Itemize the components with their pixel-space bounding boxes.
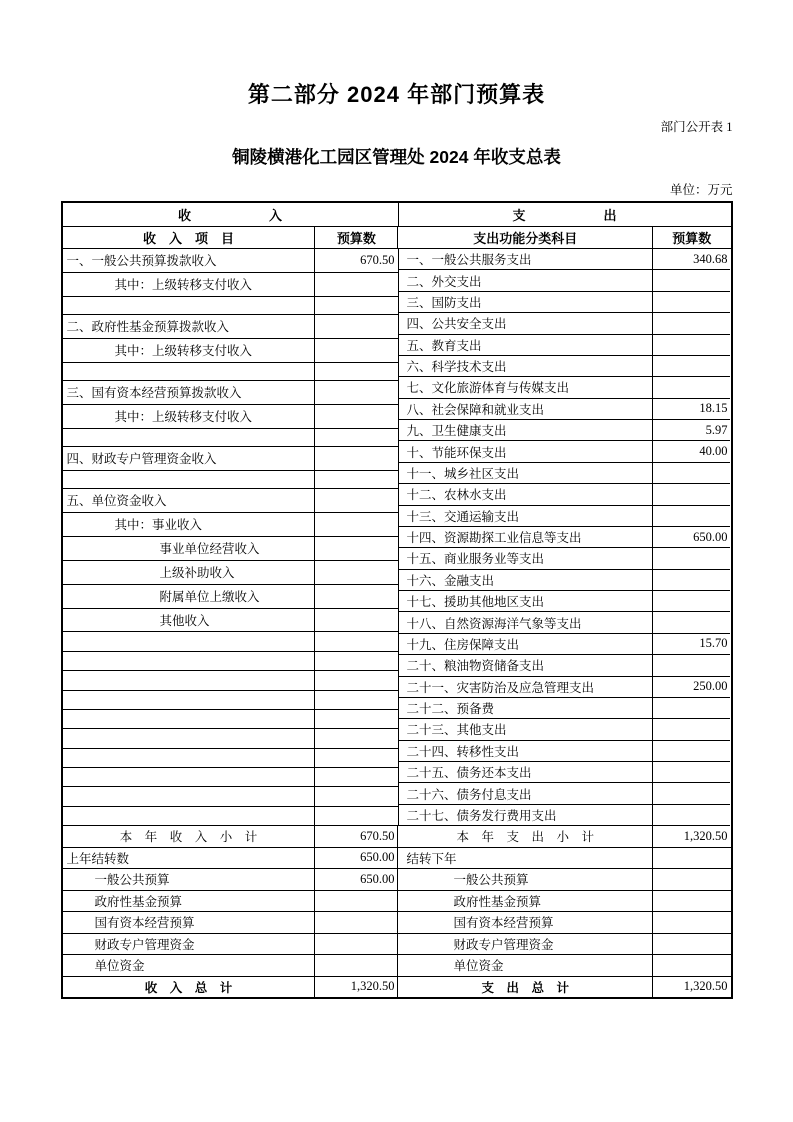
income-row xyxy=(63,297,398,315)
income-row xyxy=(63,429,398,447)
income-item-cell: 其中：上级转移支付收入 xyxy=(63,339,315,362)
income-budget-cell: 670.50 xyxy=(360,252,395,267)
income-budget-cell xyxy=(315,787,398,805)
income-budget-cell xyxy=(315,585,398,608)
income-budget-cell xyxy=(315,632,398,650)
expense-row xyxy=(399,741,731,762)
income-item-cell xyxy=(63,787,315,805)
expense-item-cell: 二十四、转移性支出 xyxy=(399,741,653,761)
income-item-cell: 上年结转数 xyxy=(63,848,316,869)
expense-item-cell: 十四、资源勘探工业信息等支出 xyxy=(399,527,653,547)
expense-budget-cell xyxy=(653,377,731,397)
income-budget-cell xyxy=(315,315,398,338)
expense-budget-cell xyxy=(653,570,731,590)
expense-budget-cell xyxy=(653,270,731,290)
expense-item-cell: 十三、交通运输支出 xyxy=(399,506,653,526)
income-item-cell xyxy=(63,429,315,446)
expense-budget-cell xyxy=(653,356,731,376)
summary-row xyxy=(63,869,731,891)
table-title: 铜陵横港化工园区管理处 2024 年收支总表 xyxy=(232,147,561,167)
expense-item-cell: 政府性基金预算 xyxy=(398,891,653,912)
expense-row xyxy=(399,313,731,334)
income-item-cell: 单位资金 xyxy=(63,955,316,976)
income-budget-cell xyxy=(315,273,398,296)
income-budget-cell xyxy=(315,405,398,428)
income-row xyxy=(63,537,398,561)
income-item-cell xyxy=(63,297,315,314)
summary-row xyxy=(63,912,731,934)
expense-row xyxy=(399,420,731,441)
budget-summary-table xyxy=(61,201,733,999)
expense-item-cell: 九、卫生健康支出 xyxy=(399,420,653,440)
expense-item-cell: 二十一、灾害防治及应急管理支出 xyxy=(399,677,653,697)
income-item-cell: 上级补助收入 xyxy=(63,561,315,584)
expense-item-cell: 四、公共安全支出 xyxy=(399,313,653,333)
expense-budget-cell xyxy=(653,934,731,955)
expense-budget-cell xyxy=(653,762,731,782)
expense-row xyxy=(399,356,731,377)
income-item-cell xyxy=(63,768,315,786)
expense-item-cell: 国有资本经营预算 xyxy=(398,912,653,933)
expense-item-cell: 十、节能环保支出 xyxy=(399,441,653,461)
expense-item-cell: 二十、粮油物资储备支出 xyxy=(399,655,653,675)
expense-item-cell: 财政专户管理资金 xyxy=(398,934,653,955)
income-row xyxy=(63,671,398,690)
income-row xyxy=(63,585,398,609)
expense-budget-cell xyxy=(653,655,731,675)
expense-budget-cell: 15.70 xyxy=(699,636,728,651)
expense-row xyxy=(399,677,731,698)
expense-row xyxy=(399,698,731,719)
income-row xyxy=(63,561,398,585)
expense-item-cell: 七、文化旅游体育与传媒支出 xyxy=(399,377,653,397)
expense-item-cell: 十二、农林水支出 xyxy=(399,484,653,504)
expense-item-cell: 结转下年 xyxy=(398,848,653,869)
expense-budget-cell xyxy=(653,612,731,632)
page-title: 第二部分 2024 年部门预算表 xyxy=(247,82,546,107)
income-row xyxy=(63,710,398,729)
expense-row xyxy=(399,805,731,826)
expense-item-cell: 十九、住房保障支出 xyxy=(399,634,653,654)
expense-budget-cell xyxy=(653,805,731,825)
expense-row xyxy=(399,249,731,270)
income-row xyxy=(63,339,398,363)
income-budget-cell xyxy=(315,339,398,362)
income-item-cell xyxy=(63,691,315,709)
income-item-cell xyxy=(63,363,315,380)
expense-item-cell: 二、外交支出 xyxy=(399,270,653,290)
summary-row xyxy=(63,977,731,998)
expense-budget-cell xyxy=(653,741,731,761)
income-budget-cell: 1,320.50 xyxy=(315,977,398,998)
income-budget-cell: 650.00 xyxy=(315,869,398,890)
expense-item-cell: 二十三、其他支出 xyxy=(399,719,653,739)
expense-row xyxy=(399,719,731,740)
expense-row xyxy=(399,783,731,804)
income-item-cell xyxy=(63,749,315,767)
expense-item-cell: 单位资金 xyxy=(398,955,653,976)
summary-row xyxy=(63,955,731,977)
income-row xyxy=(63,471,398,489)
income-item-cell xyxy=(63,710,315,728)
income-row xyxy=(63,768,398,787)
income-rows-container xyxy=(63,249,399,826)
expense-row xyxy=(399,506,731,527)
expense-budget-cell xyxy=(653,869,731,890)
expense-budget-cell xyxy=(653,463,731,483)
income-row xyxy=(63,749,398,768)
income-item-cell xyxy=(63,671,315,689)
income-item-cell: 本 年 收 入 小 计 xyxy=(63,826,316,847)
summary-row xyxy=(63,826,731,848)
summary-row xyxy=(63,934,731,956)
income-row xyxy=(63,363,398,381)
income-budget-cell xyxy=(315,710,398,728)
expense-budget-cell xyxy=(653,506,731,526)
expense-row xyxy=(399,484,731,505)
expense-budget-cell xyxy=(653,698,731,718)
section-header-row xyxy=(63,203,731,227)
summary-row xyxy=(63,848,731,870)
income-row xyxy=(63,513,398,537)
income-budget-cell xyxy=(315,691,398,709)
income-section-header: 收 入 xyxy=(63,203,399,226)
expense-budget-cell: 1,320.50 xyxy=(683,828,728,843)
expense-row xyxy=(399,463,731,484)
income-budget-cell: 670.50 xyxy=(315,826,398,847)
unit-note: 单位：万元 xyxy=(669,183,733,197)
income-budget-cell xyxy=(315,891,398,912)
income-budget-cell xyxy=(315,489,398,512)
income-budget-cell xyxy=(315,768,398,786)
income-item-cell: 其中：事业收入 xyxy=(63,513,315,536)
income-row xyxy=(63,489,398,513)
expense-budget-column-header: 预算数 xyxy=(672,231,712,246)
income-item-cell: 四、财政专户管理资金收入 xyxy=(63,447,315,470)
income-budget-cell xyxy=(315,955,398,976)
income-item-cell: 一、一般公共预算拨款收入 xyxy=(63,249,315,272)
income-budget-cell xyxy=(315,561,398,584)
expense-row xyxy=(399,762,731,783)
income-item-cell: 一般公共预算 xyxy=(63,869,316,890)
expense-budget-cell: 250.00 xyxy=(693,679,728,694)
expense-section-header: 支 出 xyxy=(512,208,617,223)
expense-budget-cell: 340.68 xyxy=(693,251,728,266)
income-row xyxy=(63,632,398,651)
income-item-cell: 事业单位经营收入 xyxy=(63,537,315,560)
column-header-row xyxy=(63,227,731,249)
expense-budget-cell: 5.97 xyxy=(705,422,728,437)
income-item-cell: 财政专户管理资金 xyxy=(63,934,316,955)
income-row xyxy=(63,381,398,405)
income-row xyxy=(63,249,398,273)
expense-row xyxy=(399,634,731,655)
income-item-cell: 政府性基金预算 xyxy=(63,891,316,912)
income-budget-cell xyxy=(315,749,398,767)
income-row xyxy=(63,447,398,471)
expense-row xyxy=(399,655,731,676)
income-row xyxy=(63,609,398,633)
expense-item-cell: 一般公共预算 xyxy=(398,869,653,890)
income-row xyxy=(63,729,398,748)
expense-row xyxy=(399,399,731,420)
table-body xyxy=(63,249,731,826)
income-item-cell: 其中：上级转移支付收入 xyxy=(63,273,315,296)
income-budget-cell xyxy=(315,363,398,380)
expense-budget-cell xyxy=(653,591,731,611)
income-budget-cell xyxy=(315,381,398,404)
income-item-cell xyxy=(63,632,315,650)
expense-item-cell: 支 出 总 计 xyxy=(398,977,653,998)
expense-budget-cell xyxy=(653,292,731,312)
expense-row xyxy=(399,527,731,548)
income-budget-cell xyxy=(315,729,398,747)
income-budget-cell xyxy=(315,671,398,689)
expense-item-cell: 十一、城乡社区支出 xyxy=(399,463,653,483)
expense-item-cell: 十八、自然资源海洋气象等支出 xyxy=(399,612,653,632)
income-budget-cell xyxy=(315,429,398,446)
expense-item-cell: 五、教育支出 xyxy=(399,335,653,355)
income-row xyxy=(63,315,398,339)
income-row xyxy=(63,273,398,297)
expense-item-cell: 二十六、债务付息支出 xyxy=(399,783,653,803)
income-budget-cell: 650.00 xyxy=(315,848,398,869)
income-row xyxy=(63,787,398,806)
expense-row xyxy=(399,292,731,313)
income-budget-cell xyxy=(315,513,398,536)
expense-budget-cell xyxy=(653,848,731,869)
income-item-cell: 其他收入 xyxy=(63,609,315,632)
income-item-cell: 其中：上级转移支付收入 xyxy=(63,405,315,428)
expense-budget-cell xyxy=(653,335,731,355)
expense-budget-cell xyxy=(653,955,731,976)
income-budget-cell xyxy=(315,537,398,560)
expense-item-cell: 二十五、债务还本支出 xyxy=(399,762,653,782)
income-budget-column-header: 预算数 xyxy=(315,227,398,248)
expense-budget-cell: 40.00 xyxy=(699,444,728,459)
table-tag: 部门公开表 1 xyxy=(660,120,733,134)
expense-item-cell: 八、社会保障和就业支出 xyxy=(399,399,653,419)
expense-rows-container xyxy=(399,249,731,826)
income-row xyxy=(63,691,398,710)
income-item-cell: 国有资本经营预算 xyxy=(63,912,316,933)
expense-item-cell: 三、国防支出 xyxy=(399,292,653,312)
income-budget-cell xyxy=(315,934,398,955)
expense-item-cell: 十五、商业服务业等支出 xyxy=(399,548,653,568)
income-item-cell xyxy=(63,471,315,488)
summary-row xyxy=(63,891,731,913)
income-budget-cell xyxy=(315,912,398,933)
expense-item-cell: 本 年 支 出 小 计 xyxy=(398,826,653,847)
income-budget-cell xyxy=(315,652,398,670)
expense-budget-cell xyxy=(653,548,731,568)
expense-budget-cell xyxy=(653,891,731,912)
income-budget-cell xyxy=(315,297,398,314)
income-item-cell: 五、单位资金收入 xyxy=(63,489,315,512)
expense-item-cell: 十六、金融支出 xyxy=(399,570,653,590)
expense-row xyxy=(399,570,731,591)
income-item-cell: 附属单位上缴收入 xyxy=(63,585,315,608)
income-budget-cell xyxy=(315,609,398,632)
expense-row xyxy=(399,591,731,612)
expense-row xyxy=(399,548,731,569)
expense-item-cell: 一、一般公共服务支出 xyxy=(399,249,653,269)
expense-budget-cell xyxy=(653,783,731,803)
income-item-cell: 三、国有资本经营预算拨款收入 xyxy=(63,381,315,404)
expense-budget-cell: 1,320.50 xyxy=(683,979,728,994)
expense-item-column-header: 支出功能分类科目 xyxy=(398,227,653,248)
income-row xyxy=(63,652,398,671)
income-row xyxy=(63,405,398,429)
income-item-cell: 二、政府性基金预算拨款收入 xyxy=(63,315,315,338)
income-budget-cell xyxy=(315,807,398,825)
expense-row xyxy=(399,270,731,291)
income-item-cell xyxy=(63,729,315,747)
summary-rows-container xyxy=(63,826,731,997)
expense-budget-cell: 18.15 xyxy=(699,401,728,416)
income-budget-cell xyxy=(315,447,398,470)
expense-budget-cell xyxy=(653,719,731,739)
income-item-cell: 收 入 总 计 xyxy=(63,977,316,998)
income-item-cell xyxy=(63,807,315,825)
income-item-column-header: 收 入 项 目 xyxy=(63,227,316,248)
expense-budget-cell: 650.00 xyxy=(693,529,728,544)
expense-budget-cell xyxy=(653,484,731,504)
expense-item-cell: 十七、援助其他地区支出 xyxy=(399,591,653,611)
expense-item-cell: 六、科学技术支出 xyxy=(399,356,653,376)
expense-row xyxy=(399,612,731,633)
expense-budget-cell xyxy=(653,912,731,933)
income-row xyxy=(63,807,398,826)
income-budget-cell xyxy=(315,471,398,488)
income-item-cell xyxy=(63,652,315,670)
expense-row xyxy=(399,335,731,356)
expense-row xyxy=(399,377,731,398)
expense-budget-cell xyxy=(653,313,731,333)
expense-item-cell: 二十七、债务发行费用支出 xyxy=(399,805,653,825)
expense-row xyxy=(399,441,731,462)
expense-item-cell: 二十二、预备费 xyxy=(399,698,653,718)
